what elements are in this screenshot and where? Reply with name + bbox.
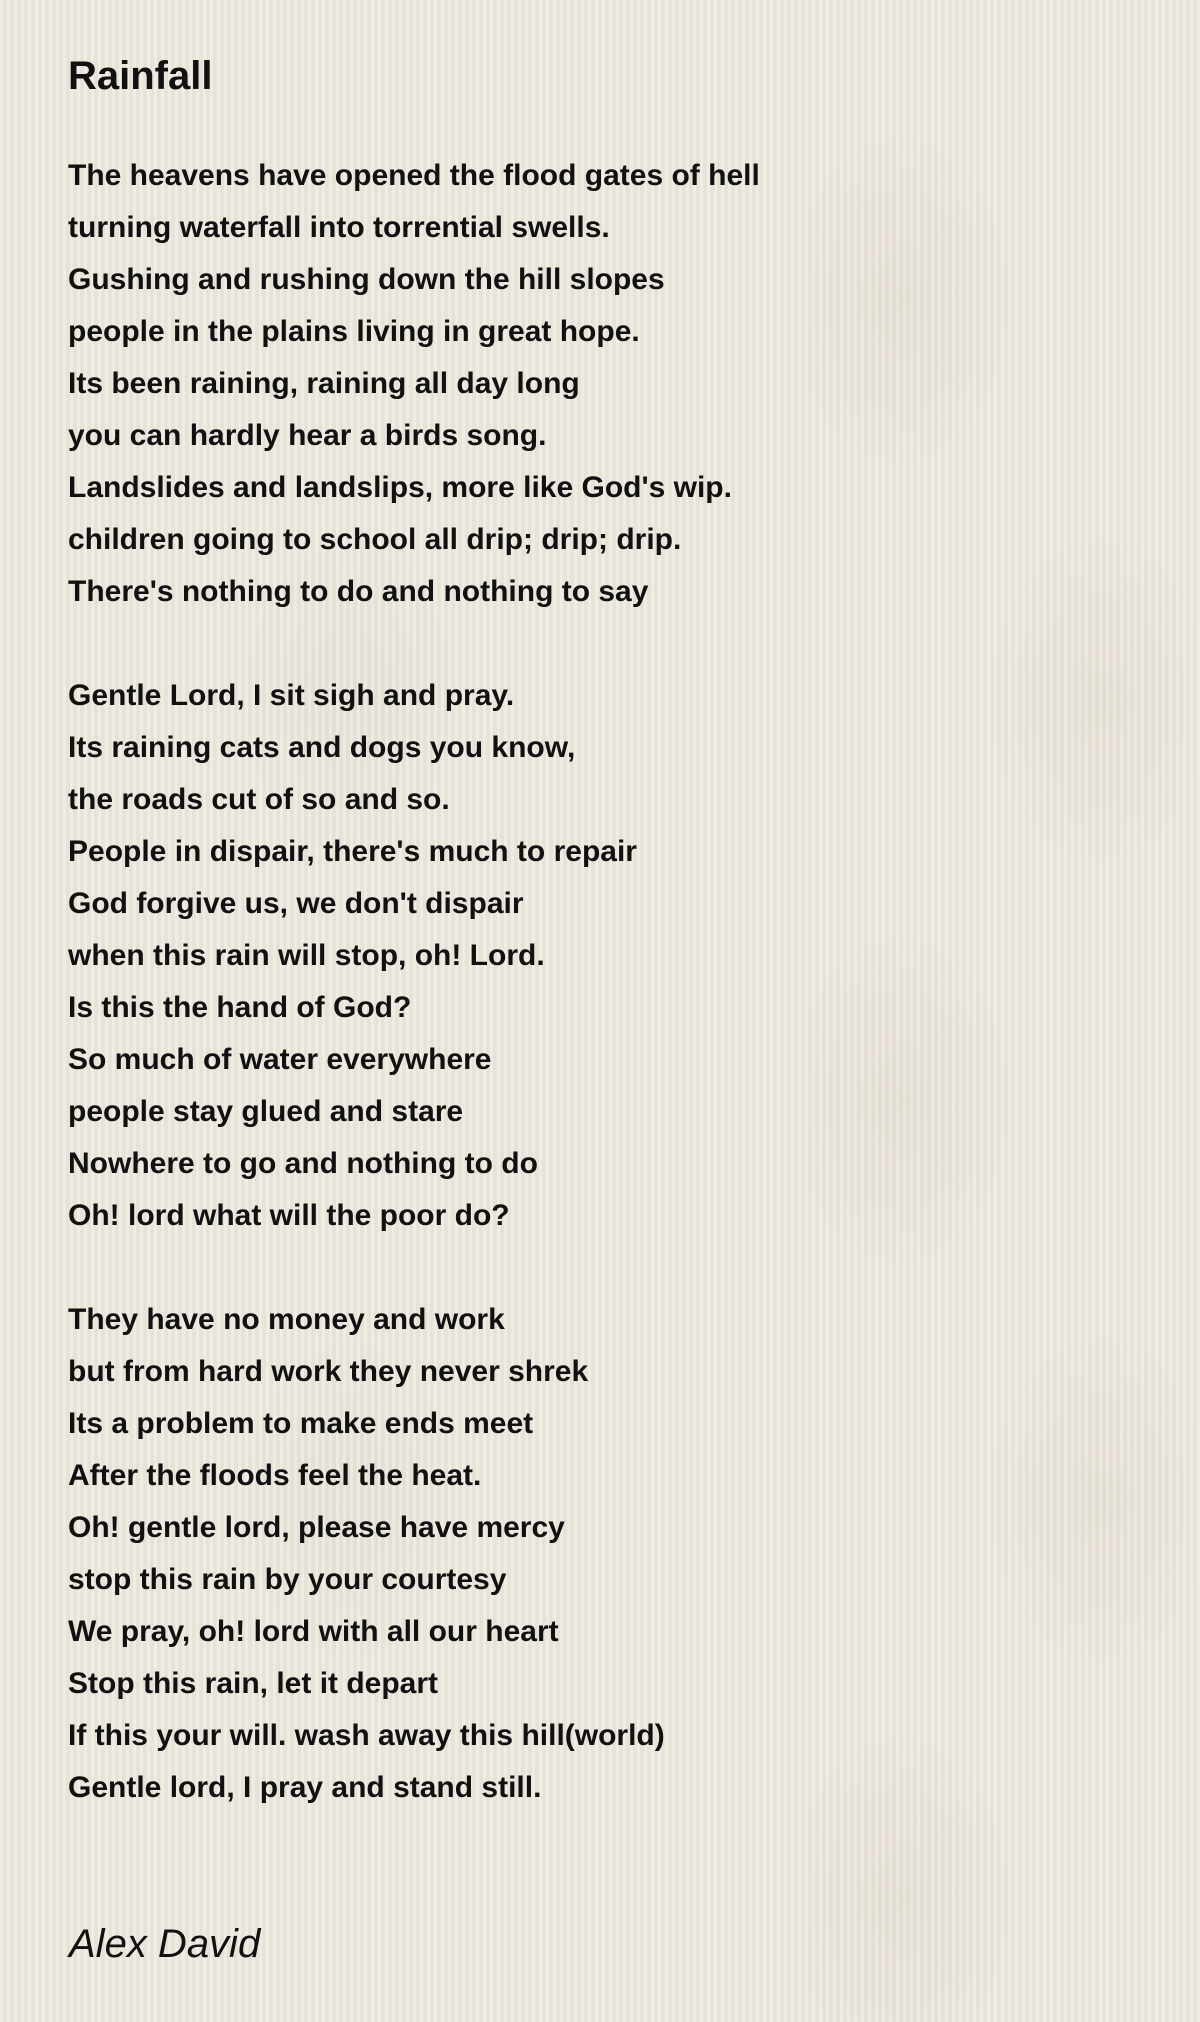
poem-line: turning waterfall into torrential swells. [68,211,610,244]
poem-line: The heavens have opened the flood gates of hell [68,159,760,192]
stanza-1 [68,150,760,618]
poem-line: Gentle Lord, I sit sigh and pray. [68,679,515,712]
stanza-2 [68,670,760,1242]
poem-line: but from hard work they never shrek [68,1355,589,1388]
poem-line: We pray, oh! lord with all our heart [68,1615,559,1648]
poem-line: you can hardly hear a birds song. [68,419,547,452]
poem-body [68,150,760,1866]
poem-line: Oh! lord what will the poor do? [68,1199,510,1232]
poem-line: Oh! gentle lord, please have mercy [68,1511,565,1544]
poem-line: Nowhere to go and nothing to do [68,1147,538,1180]
poem-line: when this rain will stop, oh! Lord. [68,939,545,972]
poem-line: Landslides and landslips, more like God's wip. [68,471,732,504]
poem-line: Gentle lord, I pray and stand still. [68,1771,542,1804]
poem-line: Its been raining, raining all day long [68,367,580,400]
poem-title: Rainfall [68,54,213,98]
stanza-3 [68,1294,760,1814]
poem-line: Gushing and rushing down the hill slopes [68,263,665,296]
poem-author: Alex David [69,1922,261,1966]
poem-line: children going to school all drip; drip; drip. [68,523,682,556]
poem-line: They have no money and work [68,1303,505,1336]
poem-line: Stop this rain, let it depart [68,1667,439,1700]
poem-line: Is this the hand of God? [68,991,412,1024]
poem-line: If this your will. wash away this hill(world) [68,1719,665,1752]
poem-line: the roads cut of so and so. [68,783,450,816]
poem-line: People in dispair, there's much to repair [68,835,637,868]
poem-line: Its raining cats and dogs you know, [68,731,576,764]
poem-line: people in the plains living in great hope. [68,315,640,348]
poem-line: So much of water everywhere [68,1043,492,1076]
poem-line: people stay glued and stare [68,1095,464,1128]
poem-line: stop this rain by your courtesy [68,1563,507,1596]
poem-line: God forgive us, we don't dispair [68,887,524,920]
poem-line: Its a problem to make ends meet [68,1407,534,1440]
poem-line: After the floods feel the heat. [68,1459,482,1492]
poem-line: There's nothing to do and nothing to say [68,575,649,608]
